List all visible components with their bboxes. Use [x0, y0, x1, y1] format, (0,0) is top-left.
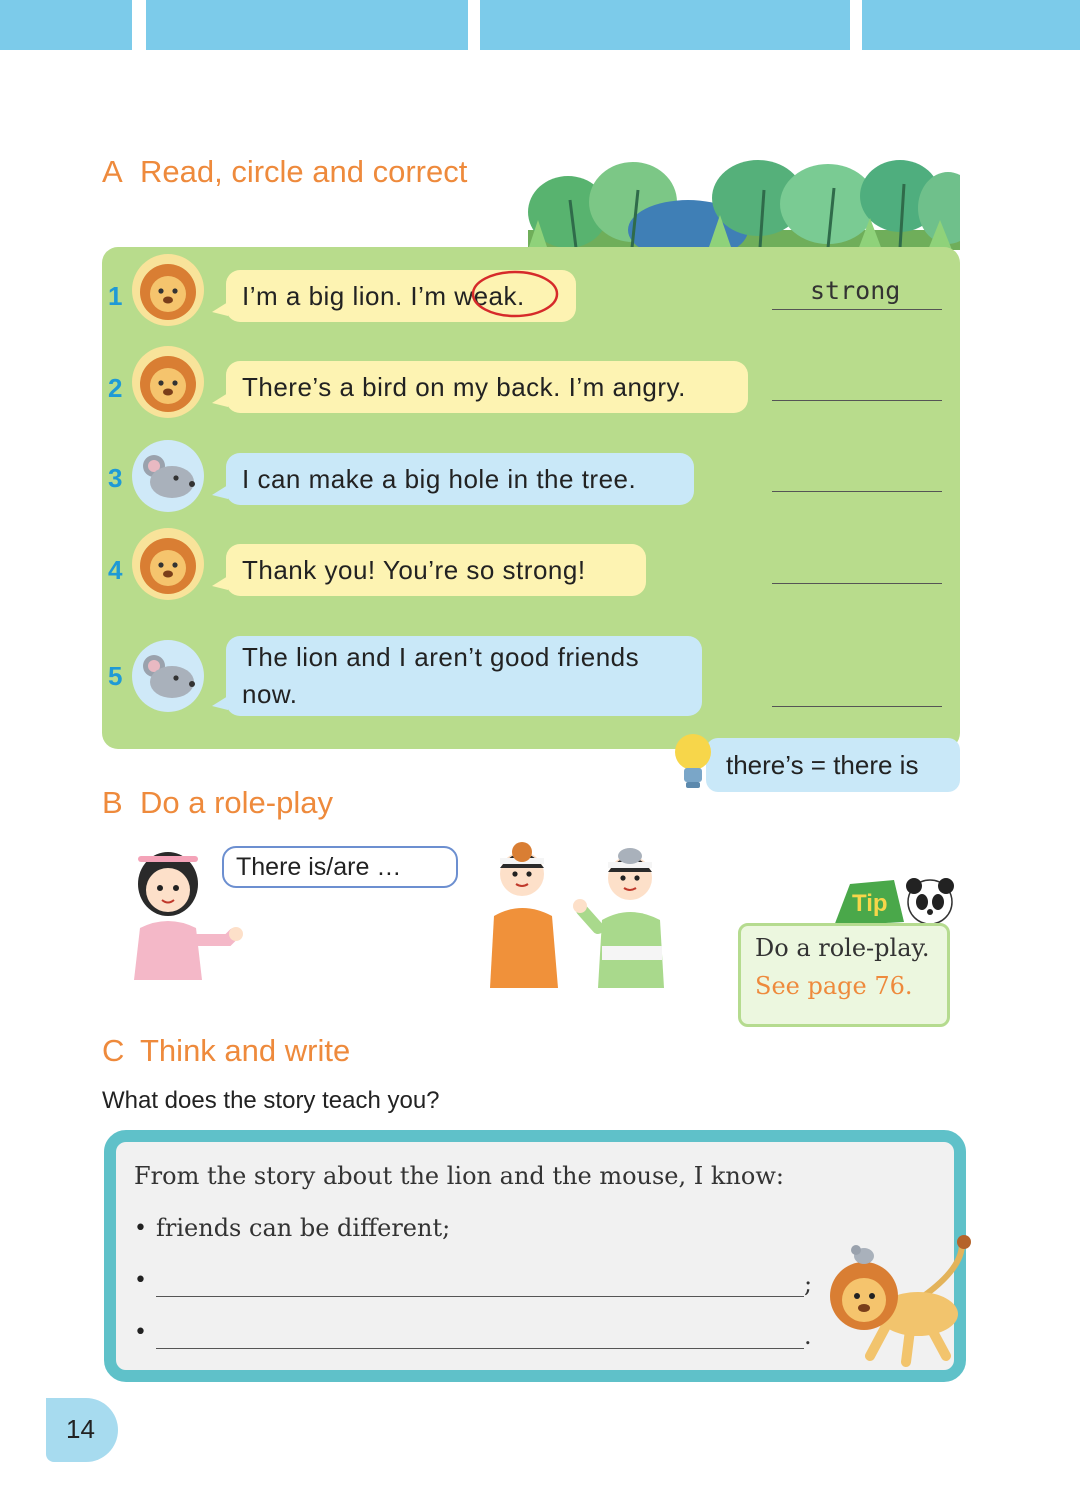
role-play-speech-text: There is/are … [236, 852, 402, 881]
page-number: 14 [66, 1414, 95, 1444]
answer-line-4[interactable] [772, 583, 942, 584]
lightbulb-icon [670, 730, 716, 792]
row-number-5: 5 [108, 661, 123, 691]
writing-intro: From the story about the lion and the mouse, I know: [134, 1162, 784, 1190]
section-c-title: Think and write [140, 1033, 351, 1068]
section-b-title: Do a role-play [140, 785, 333, 820]
grammar-tip-text: there’s = there is [726, 749, 919, 780]
row-number-2: 2 [108, 373, 123, 403]
answer-line-2[interactable] [772, 400, 942, 401]
section-a-letter: A [102, 154, 123, 189]
lion-face-icon [132, 254, 204, 326]
answer-line-3[interactable] [772, 491, 942, 492]
section-c-letter: C [102, 1033, 125, 1068]
row-2-text: There’s a bird on my back. I’m angry. [242, 371, 686, 402]
speech-bubble-5 [226, 636, 702, 716]
tip-line-1: Do a role-play. [755, 934, 930, 962]
write-line-2-end: ; [804, 1270, 813, 1298]
grammar-tip [706, 738, 960, 792]
row-5-text-line2: now. [242, 679, 298, 709]
red-circle-mark [470, 268, 560, 320]
mouse-avatar [132, 440, 204, 512]
speech-bubble-4 [226, 544, 646, 596]
row-3-text: I can make a big hole in the tree. [242, 463, 637, 494]
section-c-question: What does the story teach you? [102, 1087, 440, 1114]
write-line-3[interactable] [156, 1348, 804, 1349]
top-banner [0, 0, 1080, 58]
tip-line-2: See page 76. [755, 972, 913, 1000]
lion-avatar [132, 528, 204, 600]
row-number-3: 3 [108, 463, 123, 493]
lion-and-mouse-illustration [822, 1230, 974, 1370]
mouse-face-icon [132, 440, 204, 512]
bullet-1-text: friends can be different; [156, 1214, 451, 1242]
answer-line-1[interactable] [772, 309, 942, 310]
row-number-1: 1 [108, 281, 123, 311]
lion-face-icon [132, 346, 204, 418]
tip-badge-label: Tip [852, 890, 888, 917]
answer-line-5[interactable] [772, 706, 942, 707]
bullet-1-dot: • [134, 1216, 147, 1241]
mouse-avatar [132, 640, 204, 712]
boys-role-play-illustration [480, 838, 680, 988]
bullet-3-dot: • [134, 1320, 147, 1345]
speech-bubble-2 [226, 361, 748, 413]
lion-avatar [132, 254, 204, 326]
row-number-4: 4 [108, 555, 123, 585]
role-play-speech-bubble [222, 846, 458, 888]
lion-avatar [132, 346, 204, 418]
bullet-2-dot: • [134, 1268, 147, 1293]
section-a-title: Read, circle and correct [140, 154, 468, 189]
row-5-text-line1: The lion and I aren’t good friends [242, 642, 640, 672]
row-4-text: Thank you! You’re so strong! [242, 554, 586, 585]
speech-bubble-3 [226, 453, 694, 505]
forest-illustration [528, 160, 960, 250]
answer-1-text: strong [810, 276, 901, 305]
section-b-letter: B [102, 785, 123, 820]
write-line-3-end: . [804, 1322, 812, 1350]
lion-face-icon [132, 528, 204, 600]
mouse-face-icon [132, 640, 204, 712]
write-line-2[interactable] [156, 1296, 804, 1297]
row-1-text: I’m a big lion. I’m weak. [242, 280, 525, 311]
